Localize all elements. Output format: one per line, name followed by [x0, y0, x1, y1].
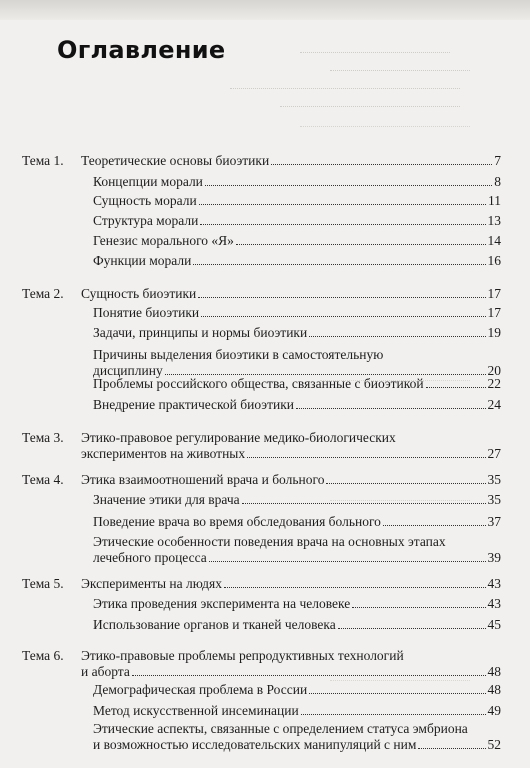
entry-title-cont: и возможностью исследовательских манипуляций с ним [93, 737, 417, 752]
entry-title: Этико-правовое регулирование медико-биологических [81, 430, 396, 445]
entry-title: Этика проведения эксперимента на человеке [93, 596, 351, 611]
toc-entry[interactable] [93, 233, 501, 249]
entry-title: Внедрение практической биоэтики [93, 397, 294, 412]
toc-entry[interactable] [81, 153, 501, 169]
entry-title-cont: экспериментов на животных [81, 446, 246, 461]
leader-dots [132, 675, 486, 676]
leader-dots [201, 316, 485, 317]
entry-page: 35 [487, 472, 501, 487]
entry-title: Демографическая проблема в России [93, 682, 308, 697]
leader-dots [198, 297, 485, 298]
leader-dots [383, 525, 486, 526]
entry-page: 11 [488, 193, 501, 208]
theme-2-label: Тема 2. [22, 286, 64, 301]
entry-title-cont: дисциплину [93, 363, 163, 378]
toc-entry[interactable] [93, 193, 501, 209]
leader-dots [271, 164, 492, 165]
entry-title: Этика взаимоотношений врача и больного [81, 472, 325, 487]
entry-page: 19 [487, 325, 501, 340]
entry-title: Этические особенности поведения врача на основных этапах [93, 534, 446, 549]
entry-title: Этические аспекты, связанные с определением статуса эмбриона [93, 721, 468, 736]
entry-title: Этико-правовые проблемы репродуктивных технологий [81, 648, 404, 663]
entry-title: Структура морали [93, 213, 199, 228]
leader-dots [209, 561, 486, 562]
toc-entry[interactable] [93, 397, 501, 413]
entry-page: 48 [487, 664, 501, 679]
entry-title-cont: и аборта [81, 664, 130, 679]
toc-entry[interactable] [93, 305, 501, 321]
toc-entry[interactable] [93, 682, 501, 698]
toc-entry[interactable] [93, 596, 501, 612]
entry-title: Сущность биоэтики [81, 286, 197, 301]
toc-entry[interactable] [93, 253, 501, 269]
entry-page: 52 [487, 737, 501, 752]
leader-dots [296, 408, 486, 409]
toc-entry[interactable] [93, 492, 501, 508]
leader-dots [242, 503, 486, 504]
entry-page: 8 [494, 174, 501, 189]
toc-heading: Оглавление [57, 36, 226, 64]
entry-title: Значение этики для врача [93, 492, 240, 507]
leader-dots [165, 374, 486, 375]
entry-page: 20 [487, 363, 501, 378]
leader-dots [326, 483, 485, 484]
entry-page: 49 [487, 703, 501, 718]
entry-page: 48 [487, 682, 501, 697]
entry-page: 39 [487, 550, 501, 565]
toc-entry[interactable] [81, 648, 501, 680]
entry-page: 37 [487, 514, 501, 529]
leader-dots [426, 387, 486, 388]
entry-page: 17 [487, 286, 501, 301]
entry-title: Понятие биоэтики [93, 305, 200, 320]
leader-dots [247, 457, 485, 458]
entry-title: Проблемы российского общества, связанные с биоэтикой [93, 376, 424, 391]
entry-page: 43 [487, 596, 501, 611]
entry-title: Метод искусственной инсеминации [93, 703, 299, 718]
toc-entry[interactable] [93, 703, 501, 719]
entry-title: Использование органов и тканей человека [93, 617, 336, 632]
toc-entry[interactable] [93, 534, 501, 566]
toc-entry[interactable] [81, 430, 501, 462]
entry-title: Концепции морали [93, 174, 203, 189]
entry-page: 13 [487, 213, 501, 228]
entry-title: Эксперименты на людях [81, 576, 222, 591]
entry-page: 43 [487, 576, 501, 591]
entry-title: Генезис морального «Я» [93, 233, 234, 248]
leader-dots [199, 204, 486, 205]
leader-dots [301, 714, 486, 715]
toc-entry[interactable] [81, 472, 501, 488]
entry-page: 24 [487, 397, 501, 412]
toc-entry[interactable] [93, 617, 501, 633]
theme-5-label: Тема 5. [22, 576, 64, 591]
entry-title: Поведение врача во время обследования больного [93, 514, 381, 529]
leader-dots [418, 748, 485, 749]
theme-6-label: Тема 6. [22, 648, 64, 663]
leader-dots [200, 224, 485, 225]
theme-1-label: Тема 1. [22, 153, 64, 168]
entry-page: 35 [487, 492, 501, 507]
toc-entry[interactable] [93, 347, 501, 379]
entry-page: 17 [487, 305, 501, 320]
toc-entry[interactable] [93, 174, 501, 190]
toc-entry[interactable] [93, 376, 501, 392]
leader-dots [236, 244, 486, 245]
toc-entry[interactable] [81, 286, 501, 302]
entry-page: 14 [487, 233, 501, 248]
toc-entry[interactable] [93, 325, 501, 341]
toc-entry[interactable] [81, 576, 501, 592]
theme-3-label: Тема 3. [22, 430, 64, 445]
entry-title: Задачи, принципы и нормы биоэтики [93, 325, 308, 340]
leader-dots [193, 264, 485, 265]
leader-dots [224, 587, 486, 588]
entry-page: 16 [487, 253, 501, 268]
entry-page: 22 [487, 376, 501, 391]
toc-entry[interactable] [93, 213, 501, 229]
toc-entry[interactable] [93, 721, 501, 753]
theme-4-label: Тема 4. [22, 472, 64, 487]
entry-title: Причины выделения биоэтики в самостоятельную [93, 347, 384, 362]
leader-dots [352, 607, 485, 608]
leader-dots [205, 185, 492, 186]
entry-page: 7 [494, 153, 501, 168]
entry-title-cont: лечебного процесса [93, 550, 207, 565]
leader-dots [309, 336, 485, 337]
entry-title: Сущность морали [93, 193, 197, 208]
entry-page: 27 [487, 446, 501, 461]
entry-page: 45 [487, 617, 501, 632]
entry-title: Теоретические основы биоэтики [81, 153, 270, 168]
toc-entry[interactable] [93, 514, 501, 530]
leader-dots [338, 628, 486, 629]
leader-dots [309, 693, 485, 694]
entry-title: Функции морали [93, 253, 192, 268]
